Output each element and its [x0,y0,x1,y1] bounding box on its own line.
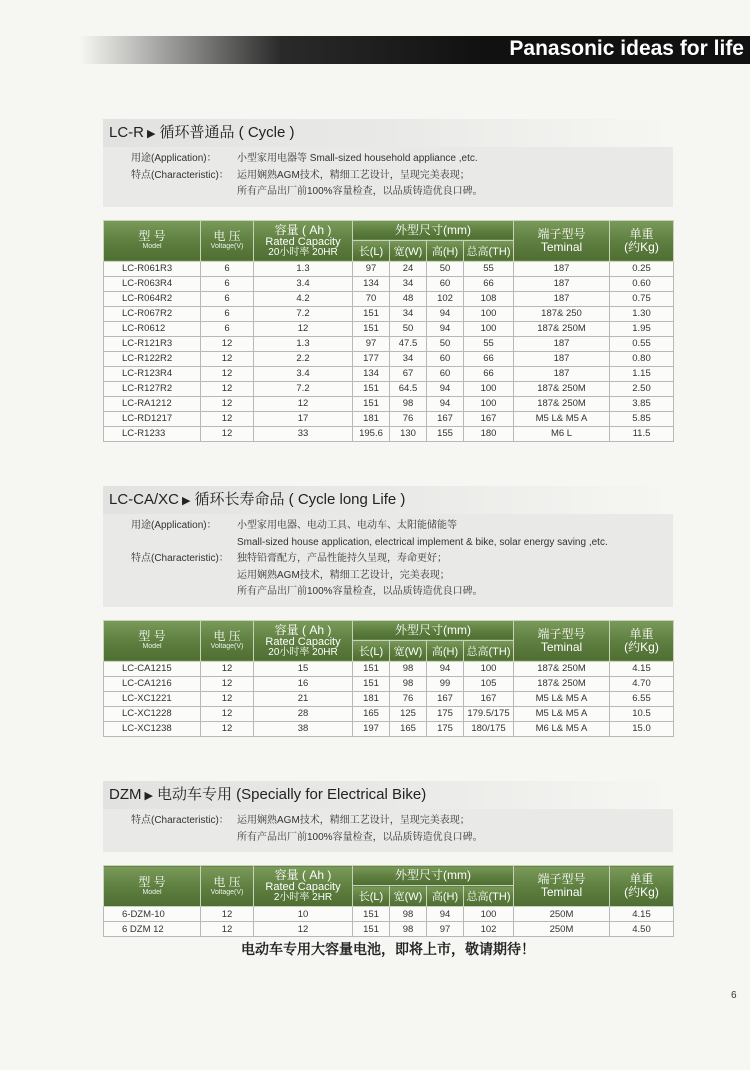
table-row [104,336,674,351]
cell-weight: 10.5 [610,706,674,721]
cell-terminal: M5 L& M5 A [514,691,610,706]
header-height: 高(H) [427,240,464,261]
table-row [104,261,674,276]
cell-capacity: 12 [254,321,353,336]
brand-logo-text: Panasonic ideas for life [509,37,744,60]
cell-voltage: 12 [201,366,254,381]
triangle-icon: ▶ [147,128,156,140]
table-row [104,706,674,721]
cell-weight: 0.75 [610,291,674,306]
brand-bar [80,36,750,64]
cell-weight: 0.25 [610,261,674,276]
cell-width: 47.5 [390,336,427,351]
cell-total-height: 102 [464,922,514,937]
cell-length: 134 [353,366,390,381]
cell-height: 50 [427,261,464,276]
cell-length: 151 [353,907,390,922]
table-row [104,426,674,441]
cell-height: 50 [427,336,464,351]
cell-model: LC-R067R2 [104,306,201,321]
section-lc-ca-xc [103,486,673,737]
cell-total-height: 108 [464,291,514,306]
cell-capacity: 12 [254,396,353,411]
cell-terminal: M6 L [514,426,610,441]
usage-line: 小型家用电器、电动工具、电动车、太阳能储能等 [237,520,457,531]
header-total-height: 总高(TH) [464,640,514,661]
section-title [103,486,673,514]
feature-line: 所有产品出厂前100%容量检查，以品质铸造优良口碑。 [237,186,483,197]
cell-width: 98 [390,907,427,922]
cell-width: 98 [390,661,427,676]
section-name: 循环普通品 ( Cycle ) [159,124,295,141]
cell-height: 94 [427,381,464,396]
cell-model: LC-R1233 [104,426,201,441]
footer-note: 电动车专用大容量电池，即将上市，敬请期待！ [241,941,535,957]
spec-table [103,865,674,937]
cell-total-height: 167 [464,691,514,706]
cell-length: 151 [353,922,390,937]
header-height: 高(H) [427,640,464,661]
cell-terminal: 187& 250M [514,676,610,691]
header-weight: 单重 (约Kg) [610,620,674,661]
cell-capacity: 15 [254,661,353,676]
cell-voltage: 6 [201,261,254,276]
header-terminal: 端子型号 Teminal [514,866,610,907]
section-code: LC-R [109,124,145,141]
section-code: DZM [109,786,142,803]
cell-length: 151 [353,381,390,396]
header-terminal: 端子型号 Teminal [514,220,610,261]
cell-model: LC-CA1215 [104,661,201,676]
cell-voltage: 12 [201,721,254,736]
cell-weight: 2.50 [610,381,674,396]
header-length: 长(L) [353,240,390,261]
cell-total-height: 180/175 [464,721,514,736]
header-model: 型 号 Model [104,220,201,261]
cell-length: 70 [353,291,390,306]
header-capacity: 容量 ( Ah ) Rated Capacity 20小时率 20HR [254,620,353,661]
cell-terminal: 187& 250M [514,661,610,676]
cell-model: LC-R122R2 [104,351,201,366]
cell-width: 98 [390,396,427,411]
section-lc-r [103,119,673,442]
cell-voltage: 12 [201,907,254,922]
cell-total-height: 100 [464,661,514,676]
cell-total-height: 100 [464,396,514,411]
cell-voltage: 12 [201,351,254,366]
cell-height: 99 [427,676,464,691]
cell-capacity: 4.2 [254,291,353,306]
cell-capacity: 3.4 [254,366,353,381]
cell-width: 98 [390,676,427,691]
cell-total-height: 55 [464,336,514,351]
cell-height: 102 [427,291,464,306]
table-row [104,676,674,691]
cell-voltage: 12 [201,426,254,441]
cell-terminal: 187 [514,366,610,381]
cell-model: LC-RA1212 [104,396,201,411]
cell-total-height: 55 [464,261,514,276]
cell-model: LC-R121R3 [104,336,201,351]
cell-height: 94 [427,661,464,676]
cell-total-height: 66 [464,276,514,291]
feature-label: 特点(Characteristic)： [131,169,229,181]
header-voltage: 电 压 Voltage(V) [201,220,254,261]
cell-capacity: 28 [254,706,353,721]
cell-width: 34 [390,276,427,291]
header-model: 型 号 Model [104,866,201,907]
table-row [104,907,674,922]
header-weight: 单重 (约Kg) [610,220,674,261]
cell-total-height: 100 [464,381,514,396]
cell-weight: 0.60 [610,276,674,291]
cell-voltage: 6 [201,321,254,336]
cell-capacity: 2.2 [254,351,353,366]
cell-capacity: 7.2 [254,306,353,321]
triangle-icon: ▶ [144,790,153,802]
cell-total-height: 66 [464,351,514,366]
cell-total-height: 179.5/175 [464,706,514,721]
header-total-height: 总高(TH) [464,240,514,261]
cell-total-height: 100 [464,306,514,321]
cell-voltage: 12 [201,336,254,351]
cell-terminal: M5 L& M5 A [514,706,610,721]
cell-terminal: 250M [514,907,610,922]
cell-width: 50 [390,321,427,336]
feature-line: 运用娴熟AGM技术，精细工艺设计，呈现完美表现； [237,169,470,181]
header-length: 长(L) [353,640,390,661]
header-capacity: 容量 ( Ah ) Rated Capacity 2小时率 2HR [254,866,353,907]
cell-length: 151 [353,676,390,691]
cell-model: LC-XC1228 [104,706,201,721]
cell-terminal: 187 [514,351,610,366]
cell-capacity: 17 [254,411,353,426]
cell-weight: 1.15 [610,366,674,381]
section-title [103,119,673,147]
cell-terminal: 187 [514,336,610,351]
cell-width: 125 [390,706,427,721]
cell-voltage: 6 [201,291,254,306]
section-code: LC-CA/XC [109,491,180,508]
cell-terminal: 187 [514,261,610,276]
cell-width: 64.5 [390,381,427,396]
cell-height: 167 [427,691,464,706]
cell-weight: 0.55 [610,336,674,351]
table-row [104,922,674,937]
cell-voltage: 6 [201,306,254,321]
cell-length: 197 [353,721,390,736]
cell-weight: 4.50 [610,922,674,937]
header-model: 型 号 Model [104,620,201,661]
cell-model: 6 DZM 12 [104,922,201,937]
cell-length: 151 [353,661,390,676]
cell-terminal: M6 L& M5 A [514,721,610,736]
cell-capacity: 21 [254,691,353,706]
cell-total-height: 100 [464,321,514,336]
cell-voltage: 12 [201,676,254,691]
section-title [103,781,673,809]
feature-row [131,168,667,201]
cell-width: 98 [390,922,427,937]
cell-terminal: 187 [514,291,610,306]
usage-row [131,151,667,168]
header-voltage: 电 压 Voltage(V) [201,620,254,661]
header-dimensions: 外型尺寸(mm) [353,866,514,886]
feature-row [131,813,667,846]
table-row [104,721,674,736]
header-total-height: 总高(TH) [464,886,514,907]
triangle-icon: ▶ [182,495,191,507]
cell-model: LC-XC1221 [104,691,201,706]
spec-table [103,620,674,737]
cell-voltage: 12 [201,661,254,676]
cell-weight: 0.80 [610,351,674,366]
cell-length: 97 [353,261,390,276]
cell-height: 175 [427,706,464,721]
feature-label: 特点(Characteristic)： [131,553,229,564]
table-row [104,411,674,426]
header-voltage: 电 压 Voltage(V) [201,866,254,907]
section-info [103,809,673,852]
cell-terminal: 187& 250M [514,396,610,411]
page-number: 6 [731,990,737,1001]
cell-length: 151 [353,321,390,336]
cell-height: 60 [427,351,464,366]
cell-model: LC-R0612 [104,321,201,336]
cell-model: LC-RD1217 [104,411,201,426]
cell-height: 175 [427,721,464,736]
cell-width: 34 [390,351,427,366]
cell-model: LC-CA1216 [104,676,201,691]
cell-length: 181 [353,411,390,426]
feature-line: 运用娴熟AGM技术，精细工艺设计，呈现完美表现； [237,815,470,826]
header-width: 宽(W) [390,240,427,261]
cell-height: 94 [427,396,464,411]
cell-capacity: 1.3 [254,336,353,351]
cell-capacity: 12 [254,922,353,937]
cell-weight: 4.15 [610,907,674,922]
cell-length: 195.6 [353,426,390,441]
cell-voltage: 12 [201,922,254,937]
cell-width: 76 [390,691,427,706]
cell-model: 6-DZM-10 [104,907,201,922]
cell-weight: 1.95 [610,321,674,336]
cell-voltage: 12 [201,706,254,721]
feature-line: 所有产品出厂前100%容量检查，以品质铸造优良口碑。 [237,586,483,597]
usage-label: 用途(Application)： [131,153,217,164]
cell-terminal: 250M [514,922,610,937]
section-dzm [103,781,673,937]
cell-voltage: 12 [201,691,254,706]
cell-weight: 15.0 [610,721,674,736]
cell-model: LC-R063R4 [104,276,201,291]
header-width: 宽(W) [390,640,427,661]
cell-width: 130 [390,426,427,441]
cell-voltage: 12 [201,411,254,426]
cell-capacity: 10 [254,907,353,922]
cell-height: 94 [427,321,464,336]
feature-row [131,551,667,601]
table-row [104,396,674,411]
section-name: 电动车专用 (Specially for Electrical Bike) [156,786,427,803]
table-row [104,381,674,396]
cell-height: 94 [427,907,464,922]
section-info [103,514,673,607]
usage-row [131,518,667,551]
cell-terminal: M5 L& M5 A [514,411,610,426]
cell-length: 151 [353,306,390,321]
cell-width: 48 [390,291,427,306]
cell-weight: 3.85 [610,396,674,411]
table-row [104,321,674,336]
cell-length: 134 [353,276,390,291]
cell-width: 34 [390,306,427,321]
feature-line: 独特铅膏配方，产品性能持久呈现，寿命更好； [237,553,447,564]
cell-weight: 6.55 [610,691,674,706]
cell-height: 94 [427,306,464,321]
feature-label: 特点(Characteristic)： [131,815,229,826]
cell-total-height: 180 [464,426,514,441]
table-row [104,351,674,366]
cell-length: 97 [353,336,390,351]
header-width: 宽(W) [390,886,427,907]
cell-total-height: 105 [464,676,514,691]
cell-width: 76 [390,411,427,426]
cell-capacity: 1.3 [254,261,353,276]
cell-weight: 4.15 [610,661,674,676]
cell-voltage: 12 [201,396,254,411]
cell-width: 24 [390,261,427,276]
spec-table [103,220,674,442]
table-row [104,306,674,321]
section-name: 循环长寿命品 ( Cycle long Life ) [194,491,406,508]
section-info [103,147,673,207]
cell-height: 60 [427,366,464,381]
cell-terminal: 187 [514,276,610,291]
table-row [104,661,674,676]
cell-capacity: 38 [254,721,353,736]
cell-total-height: 100 [464,907,514,922]
cell-weight: 11.5 [610,426,674,441]
cell-length: 165 [353,706,390,721]
cell-model: LC-XC1238 [104,721,201,736]
cell-length: 151 [353,396,390,411]
cell-voltage: 6 [201,276,254,291]
cell-capacity: 3.4 [254,276,353,291]
cell-total-height: 66 [464,366,514,381]
header-terminal: 端子型号 Teminal [514,620,610,661]
header-dimensions: 外型尺寸(mm) [353,620,514,640]
table-row [104,691,674,706]
header-height: 高(H) [427,886,464,907]
cell-weight: 4.70 [610,676,674,691]
cell-voltage: 12 [201,381,254,396]
cell-weight: 5.85 [610,411,674,426]
cell-terminal: 187& 250M [514,321,610,336]
cell-terminal: 187& 250M [514,381,610,396]
table-row [104,291,674,306]
cell-height: 60 [427,276,464,291]
cell-model: LC-R123R4 [104,366,201,381]
table-row [104,276,674,291]
cell-model: LC-R064R2 [104,291,201,306]
header-capacity: 容量 ( Ah ) Rated Capacity 20小时率 20HR [254,220,353,261]
usage-line: 小型家用电器等 Small-sized household appliance ,etc. [237,153,478,164]
cell-terminal: 187& 250 [514,306,610,321]
cell-length: 181 [353,691,390,706]
cell-width: 67 [390,366,427,381]
feature-line: 所有产品出厂前100%容量检查，以品质铸造优良口碑。 [237,831,483,843]
cell-width: 165 [390,721,427,736]
cell-height: 97 [427,922,464,937]
feature-line: 运用娴熟AGM技术，精细工艺设计，完美表现； [237,569,450,581]
cell-capacity: 7.2 [254,381,353,396]
cell-height: 167 [427,411,464,426]
header-length: 长(L) [353,886,390,907]
table-row [104,366,674,381]
cell-weight: 1.30 [610,306,674,321]
header-dimensions: 外型尺寸(mm) [353,220,514,240]
cell-model: LC-R061R3 [104,261,201,276]
cell-length: 177 [353,351,390,366]
header-weight: 单重 (约Kg) [610,866,674,907]
usage-label: 用途(Application)： [131,520,217,531]
cell-capacity: 33 [254,426,353,441]
cell-capacity: 16 [254,676,353,691]
usage-line: Small-sized house application, electrical implement & bike, solar energy saving ,etc. [237,536,608,548]
cell-total-height: 167 [464,411,514,426]
cell-model: LC-R127R2 [104,381,201,396]
cell-height: 155 [427,426,464,441]
